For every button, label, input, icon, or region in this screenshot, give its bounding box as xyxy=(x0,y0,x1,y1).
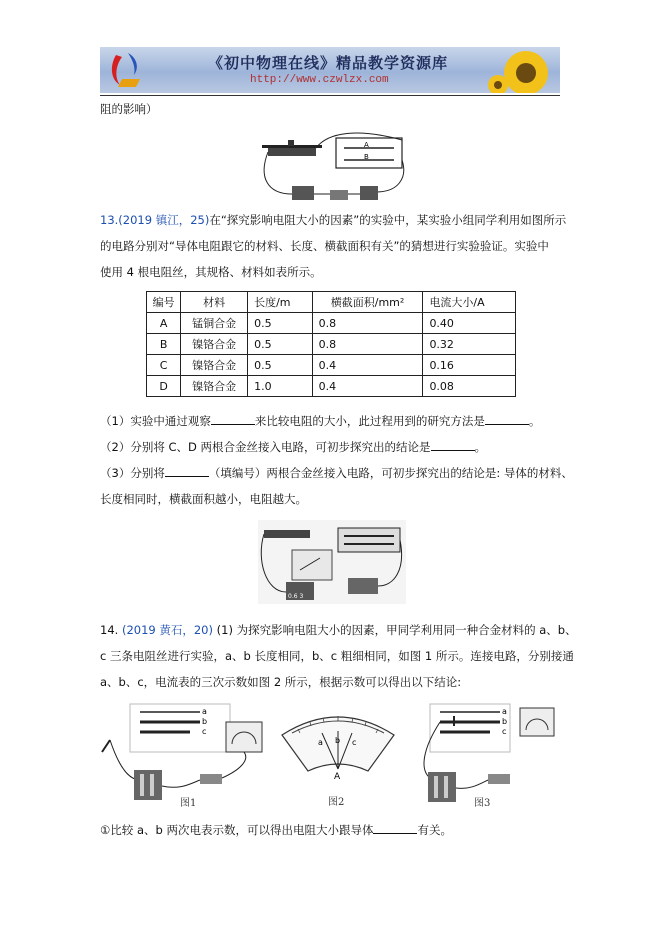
svg-text:0.6 3: 0.6 3 xyxy=(288,593,304,600)
figure-3 xyxy=(410,700,560,810)
table-row: B 镍铬合金 0.5 0.8 0.32 xyxy=(147,334,516,355)
table-header-row xyxy=(147,292,516,313)
svg-text:c: c xyxy=(352,738,357,747)
table-header: 材料 xyxy=(181,292,248,313)
answer-blank[interactable] xyxy=(165,466,209,477)
table-header: 电流大小/A xyxy=(423,292,516,313)
header-divider xyxy=(100,95,560,96)
table-header: 横截面积/mm² xyxy=(312,292,423,313)
figure-1 xyxy=(100,700,270,810)
q13-data-table xyxy=(146,291,516,397)
q14-line2: c 三条电阻丝进行实验，a、b 长度相同，b、c 粗细相同，如图 1 所示。连接电路，分别接通 xyxy=(100,649,574,663)
figure-1-caption: 图1 xyxy=(180,798,197,809)
table-header: 编号 xyxy=(147,292,181,313)
answer-blank[interactable] xyxy=(373,823,417,834)
svg-text:c: c xyxy=(502,727,507,736)
figure-2-caption: 图2 xyxy=(328,797,345,808)
q13-sub2: （2）分别将 C、D 两根合金丝接入电路，可初步探究出的结论是 。 xyxy=(100,440,487,454)
site-logo-icon xyxy=(106,49,150,91)
q14-sub1: ①比较 a、b 两次电表示数，可以得出电阻大小跟导体 有关。 xyxy=(100,823,452,837)
svg-text:b: b xyxy=(335,736,341,745)
svg-text:b: b xyxy=(202,717,208,726)
q13-sub1: （1）实验中通过观察 来比较电阻的大小，此过程用到的研究方法是 。 xyxy=(100,414,541,428)
svg-text:b: b xyxy=(502,717,508,726)
sunflower-icon xyxy=(486,47,556,93)
q13-source: 13.(2019 镇江，25) xyxy=(100,213,210,227)
q13-line2: 的电路分别对“导体电阻跟它的材料、长度、横截面积有关”的猜想进行实验验证。实验中 xyxy=(100,239,549,253)
q14-line3: a、b、c，电流表的三次示数如图 2 所示，根据示数可以得出以下结论: xyxy=(100,675,462,689)
table-row: A 锰铜合金 0.5 0.8 0.40 xyxy=(147,313,516,334)
q13-top-circuit-figure xyxy=(258,128,408,206)
table-row: D 镍铬合金 1.0 0.4 0.08 xyxy=(147,376,516,397)
svg-text:a: a xyxy=(502,707,507,716)
q13-sub3-cont: 长度相同时，横截面积越小，电阻越大。 xyxy=(100,492,307,506)
table-row: C 镍铬合金 0.5 0.4 0.16 xyxy=(147,355,516,376)
q14-source: (2019 黄石，20) xyxy=(121,623,213,637)
header-title: 《初中物理在线》精品教学资源库 xyxy=(208,54,449,72)
q13-line1: 13.(2019 镇江，25)在“探究影响电阻大小的因素”的实验中，某实验小组同学利用如图所示 xyxy=(100,213,567,227)
figure-3-caption: 图3 xyxy=(474,798,491,809)
header-banner xyxy=(100,47,560,93)
answer-blank[interactable] xyxy=(485,414,529,425)
q13-sub3: （3）分别将 （填编号）两根合金丝接入电路，可初步探究出的结论是: 导体的材料、 xyxy=(100,466,573,480)
board-label-a: A xyxy=(364,141,369,149)
q13-photo-figure xyxy=(258,520,406,604)
svg-text:a: a xyxy=(202,707,207,716)
answer-blank[interactable] xyxy=(211,414,255,425)
answer-blank[interactable] xyxy=(431,440,475,451)
q13-line3: 使用 4 根电阻丝，其规格、材料如表所示。 xyxy=(100,265,322,279)
q14-line1: 14. (2019 黄石，20) (1) 为探究影响电阻大小的因素，甲同学利用同一种合金材料的 a、b、 xyxy=(100,623,577,637)
header-url: http://www.czwlzx.com xyxy=(250,74,389,86)
continuation-text: 阻的影响） xyxy=(100,102,158,116)
board-label-b: B xyxy=(364,153,369,161)
svg-text:c: c xyxy=(202,727,207,736)
meter-unit: A xyxy=(334,772,341,782)
svg-text:a: a xyxy=(318,738,323,747)
table-header: 长度/m xyxy=(248,292,313,313)
figure-2 xyxy=(278,705,398,809)
